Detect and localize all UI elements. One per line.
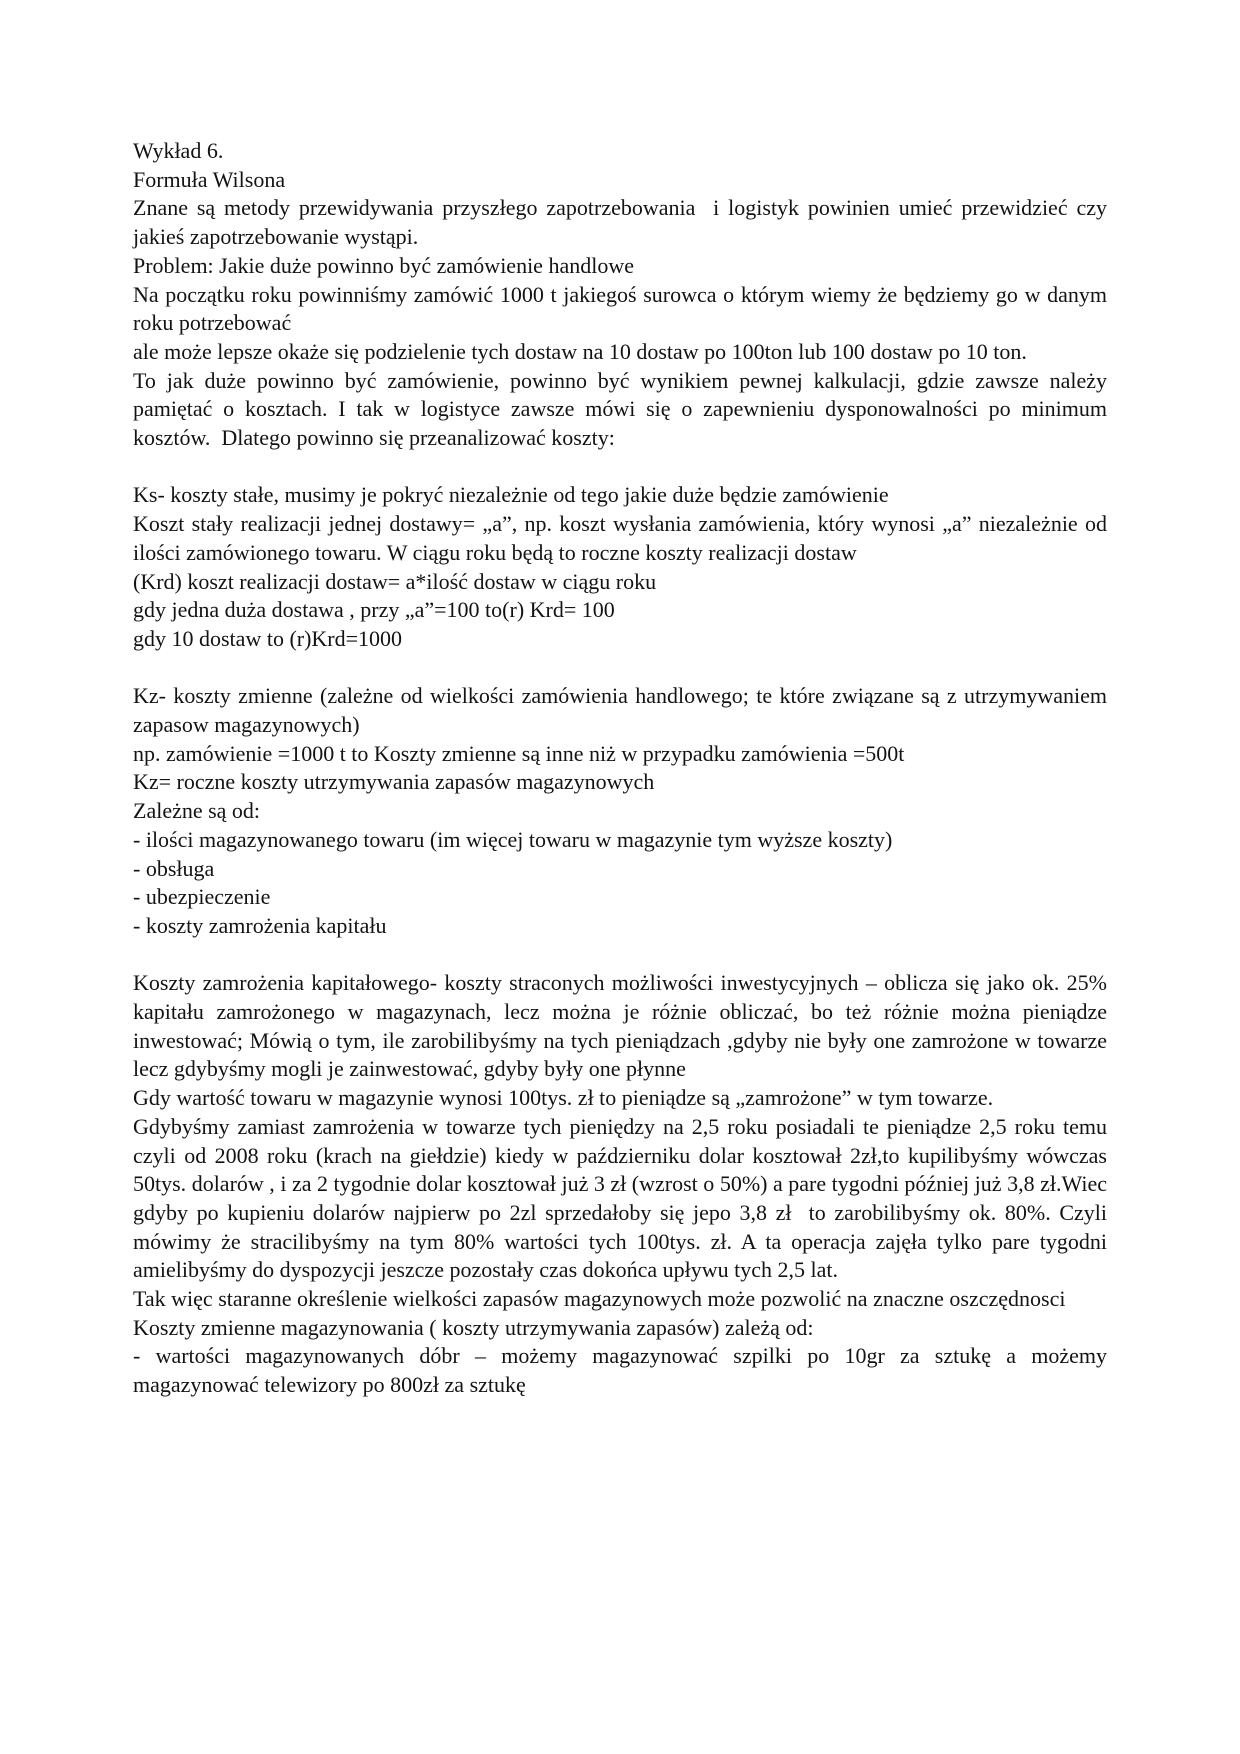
doc-paragraph: Kz= roczne koszty utrzymywania zapasów magazynowych	[133, 769, 655, 795]
doc-paragraph: Koszty zmienne magazynowania ( koszty utrzymywania zapasów) zależą od:	[133, 1314, 814, 1340]
blank-line	[133, 654, 1107, 683]
list-item: - ilości magazynowanego towaru (im więcej towaru w magazynie tym wyższe koszty)	[133, 826, 893, 852]
list-item: - obsługa	[133, 855, 215, 881]
doc-paragraph: Tak więc staranne określenie wielkości zapasów magazynowych może pozwolić na znaczne oszczędnosci	[133, 1286, 1066, 1312]
doc-paragraph: np. zamówienie =1000 t to Koszty zmienne są inne niż w przypadku zamówienia =500t	[133, 740, 905, 766]
doc-paragraph: Problem: Jakie duże powinno być zamówienie handlowe	[133, 252, 634, 278]
list-item: - ubezpieczenie	[133, 884, 271, 910]
doc-paragraph: Na początku roku powinniśmy zamówić 1000 t jakiegoś surowca o którym wiemy że będziemy go w danym roku potrzebować	[133, 281, 1107, 336]
doc-paragraph: To jak duże powinno być zamówienie, powinno być wynikiem pewnej kalkulacji, gdzie zawsze należy pamiętać o kosztach. I tak w logistyce zawsze mówi się o zapewnieniu dysponowalności po minimum kosztów. Dlatego powinno się przeanalizować koszty:	[133, 367, 1107, 451]
doc-paragraph: Koszty zamrożenia kapitałowego- koszty straconych możliwości inwestycyjnych – oblicza się jako ok. 25% kapitału zamrożonego w magazynach, lecz można je różnie obliczać, bo też różnie można pieniądze inwestować; Mówią o tym, ile zarobilibyśmy na tych pieniądzach ,gdyby nie były one zamrożone w towarze lecz gdybyśmy mogli je zainwestować, gdyby były one płynne	[133, 970, 1107, 1082]
doc-paragraph: Ks- koszty stałe, musimy je pokryć niezależnie od tego jakie duże będzie zamówienie	[133, 482, 889, 508]
doc-paragraph: Kz- koszty zmienne (zależne od wielkości zamówienia handlowego; te które związane są z utrzymywaniem zapasow magazynowych)	[133, 683, 1107, 738]
doc-paragraph: Gdybyśmy zamiast zamrożenia w towarze tych pieniędzy na 2,5 roku posiadali te pieniądze 2,5 roku temu czyli od 2008 roku (krach na giełdzie) kiedy w październiku dolar kosztował 2zł,to kupilibyśmy wówczas 50tys. dolarów , i za 2 tygodnie dolar kosztował już 3 zł (wzrost o 50%) a pare tygodni później już 3,8 zł.Wiec gdyby po kupieniu dolarów najpierw po 2zl sprzedałoby się jepo 3,8 zł to zarobilibyśmy ok. 80%. Czyli mówimy że stracilibyśmy na tym 80% wartości tych 100tys. zł. A ta operacja zajęła tylko pare tygodni amielibyśmy do dyspozycji jeszcze pozostały czas dokońca upływu tych 2,5 lat.	[133, 1113, 1107, 1283]
document-subtitle: Formuła Wilsona	[133, 166, 286, 192]
list-item: - koszty zamrożenia kapitału	[133, 912, 387, 938]
doc-paragraph: Koszt stały realizacji jednej dostawy= „a”, np. koszt wysłania zamówienia, który wynosi „a” niezależnie od ilości zamówionego towaru. W ciągu roku będą to roczne koszty realizacji dostaw	[133, 511, 1107, 565]
doc-paragraph: Zależne są od:	[133, 798, 261, 824]
blank-line	[133, 453, 1107, 482]
doc-paragraph: ale może lepsze okaże się podzielenie tych dostaw na 10 dostaw po 100ton lub 100 dostaw po 10 ton.	[133, 338, 1027, 364]
list-item: - wartości magazynowanych dóbr – możemy magazynować szpilki po 10gr za sztukę a możemy magazynować telewizory po 800zł za sztukę	[133, 1343, 1107, 1398]
doc-paragraph: gdy jedna duża dostawa , przy „a”=100 to(r) Krd= 100	[133, 597, 615, 623]
blank-line	[133, 941, 1107, 970]
doc-paragraph: Gdy wartość towaru w magazynie wynosi 100tys. zł to pieniądze są „zamrożone” w tym towarze.	[133, 1085, 994, 1111]
lecture-title: Wykład 6.	[133, 138, 224, 163]
doc-paragraph: Znane są metody przewidywania przyszłego zapotrzebowania i logistyk powinien umieć przewidzieć czy jakieś zapotrzebowanie wystąpi.	[133, 195, 1107, 250]
doc-paragraph: gdy 10 dostaw to (r)Krd=1000	[133, 625, 403, 651]
doc-paragraph: (Krd) koszt realizacji dostaw= a*ilość dostaw w ciągu roku	[133, 568, 657, 594]
